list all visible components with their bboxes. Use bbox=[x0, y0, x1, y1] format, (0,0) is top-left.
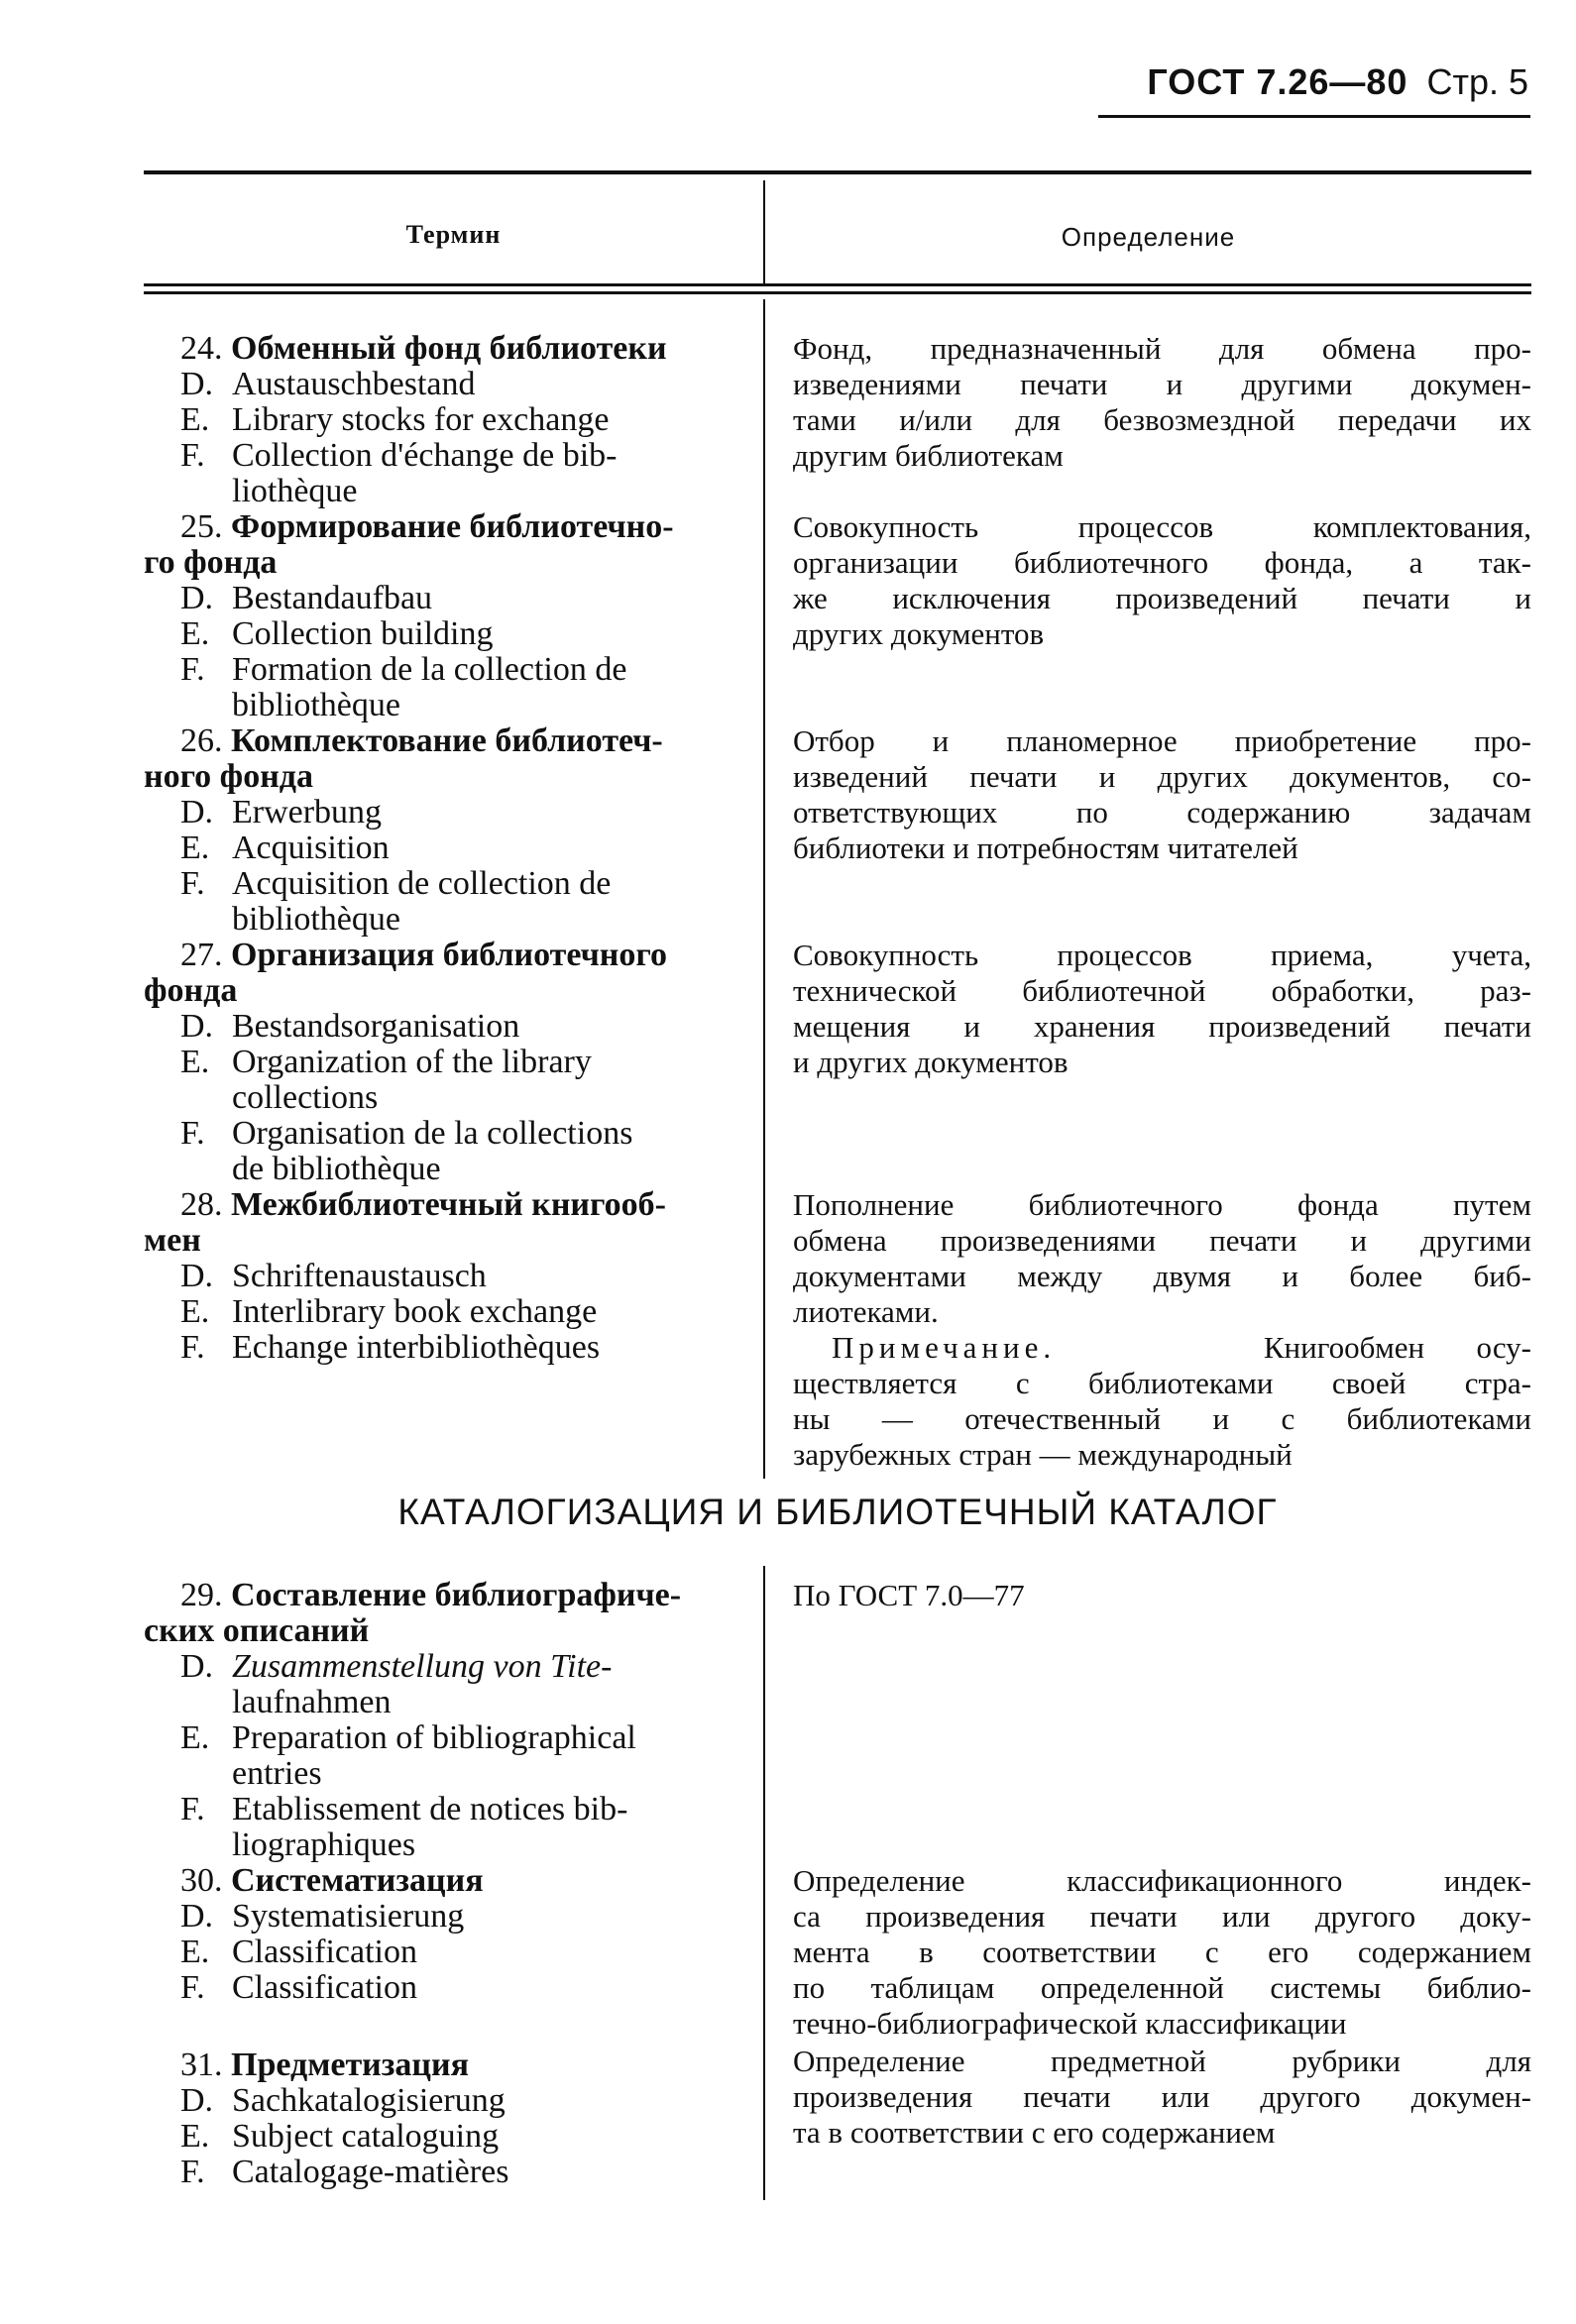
term-number: 26. bbox=[180, 722, 223, 759]
term-french: Echange interbibliothèques bbox=[232, 1329, 601, 1366]
term-title-line: Формирование библиотечно- bbox=[231, 508, 674, 545]
term-title-line: Предметизация bbox=[231, 2047, 469, 2083]
term-title-line: Межбиблиотечный книгооб- bbox=[231, 1186, 666, 1223]
definition-line: тами и/или для безвозмездной передачи их bbox=[793, 402, 1531, 437]
lang-code: E. bbox=[180, 401, 210, 438]
term-german: Schriftenaustausch bbox=[232, 1258, 487, 1294]
term-german: Erwerbung bbox=[232, 794, 383, 830]
term-english: Classification bbox=[232, 1934, 417, 1970]
definition-line: та в соответствии с его содержанием bbox=[793, 2115, 1276, 2150]
definition-line: Пополнение библиотечного фонда путем bbox=[793, 1187, 1531, 1222]
lang-code: D. bbox=[180, 1898, 214, 1935]
term-entry-25 bbox=[144, 509, 738, 723]
definition-line: Совокупность процессов комплектования, bbox=[793, 509, 1531, 544]
term-number: 29. bbox=[180, 1577, 223, 1613]
note-line bbox=[793, 1330, 1531, 1366]
term-german: Sachkatalogisierung bbox=[232, 2082, 506, 2119]
definition-29 bbox=[793, 1578, 1531, 1613]
lang-code: F. bbox=[180, 651, 205, 688]
term-title-line: мен bbox=[144, 1222, 201, 1259]
column-separator bbox=[763, 299, 765, 1479]
lang-code: E. bbox=[180, 1044, 210, 1080]
term-german: Bestandaufbau bbox=[232, 580, 433, 616]
definition-line: библиотеки и потребностям читателей bbox=[793, 830, 1298, 865]
definition-line: технической библиотечной обработки, раз- bbox=[793, 973, 1531, 1008]
lang-code: D. bbox=[180, 1258, 214, 1294]
term-entry-28 bbox=[144, 1187, 738, 1366]
definition-line: Отбор и планомерное приобретение про- bbox=[793, 723, 1531, 758]
term-french: Catalogage-matières bbox=[232, 2154, 509, 2190]
term-title-line: Организация библиотечного bbox=[231, 937, 667, 973]
term-french: Etablissement de notices bib- bbox=[232, 1791, 628, 1827]
page-number: Стр. 5 bbox=[1426, 61, 1528, 102]
note-text: Книгообмен осу- bbox=[1263, 1330, 1531, 1365]
table-header-rule bbox=[144, 283, 1531, 286]
term-number: 30. bbox=[180, 1862, 223, 1899]
definition-line: документами между двумя и более биб- bbox=[793, 1259, 1531, 1293]
lang-code: F. bbox=[180, 1115, 205, 1152]
term-title-line: Систематизация bbox=[231, 1862, 484, 1899]
definition-28 bbox=[793, 1187, 1531, 1473]
term-title-line: Комплектование библиотеч- bbox=[231, 722, 663, 759]
lang-code: D. bbox=[180, 794, 214, 830]
definition-line: ответствующих по содержанию задачам bbox=[793, 795, 1531, 830]
term-title-line: Составление библиографиче- bbox=[231, 1577, 682, 1613]
definition-line: течно-библиографической классификации bbox=[793, 2006, 1347, 2041]
lang-code: F. bbox=[180, 2154, 205, 2190]
term-german-cont: laufnahmen bbox=[232, 1684, 392, 1720]
lang-code: E. bbox=[180, 2118, 210, 2155]
term-french-cont: de bibliothèque bbox=[232, 1151, 441, 1187]
definition-line: обмена произведениями печати и другими bbox=[793, 1223, 1531, 1258]
note-line: ществляется с библиотеками своей стра- bbox=[793, 1366, 1531, 1400]
term-entry-29 bbox=[144, 1578, 738, 1863]
term-entry-30 bbox=[144, 1863, 738, 2006]
definition-line: Определение классификационного индек- bbox=[793, 1863, 1531, 1898]
definition-25 bbox=[793, 509, 1531, 652]
lang-code: E. bbox=[180, 1719, 210, 1756]
term-number: 27. bbox=[180, 937, 223, 973]
term-german: Bestandsorganisation bbox=[232, 1008, 520, 1045]
lang-code: D. bbox=[180, 2082, 214, 2119]
definition-line: и других документов bbox=[793, 1045, 1069, 1079]
definition-line: са произведения печати или другого доку- bbox=[793, 1899, 1531, 1934]
term-french-cont: liographiques bbox=[232, 1826, 416, 1863]
term-french-cont: bibliothèque bbox=[232, 901, 400, 938]
definition-27 bbox=[793, 938, 1531, 1080]
section-title: КАТАЛОГИЗАЦИЯ И БИБЛИОТЕЧНЫЙ КАТАЛОГ bbox=[397, 1492, 1278, 1532]
header-rule bbox=[1098, 115, 1530, 118]
column-separator bbox=[763, 1566, 765, 2200]
lang-code: F. bbox=[180, 1969, 205, 2006]
standard-code: ГОСТ 7.26—80 bbox=[1147, 61, 1408, 102]
lang-code: E. bbox=[180, 1934, 210, 1970]
note-line: зарубежных стран — международный bbox=[793, 1437, 1293, 1472]
table-header-rule bbox=[144, 291, 1531, 294]
definition-line: Совокупность процессов приема, учета, bbox=[793, 938, 1531, 972]
definition-line: произведения печати или другого докумен- bbox=[793, 2079, 1531, 2114]
lang-code: F. bbox=[180, 1329, 205, 1366]
lang-code: F. bbox=[180, 865, 205, 902]
lang-code: D. bbox=[180, 1648, 214, 1685]
lang-code: F. bbox=[180, 1791, 205, 1827]
table-header bbox=[144, 170, 1531, 297]
definition-line: мента в соответствии с его содержанием bbox=[793, 1935, 1531, 1969]
term-entry-27 bbox=[144, 938, 738, 1187]
term-english: Organization of the library bbox=[232, 1044, 592, 1080]
term-french-cont: liothèque bbox=[232, 473, 358, 509]
term-english-cont: collections bbox=[232, 1079, 379, 1116]
definition-30 bbox=[793, 1863, 1531, 2042]
table-top-rule bbox=[144, 170, 1531, 174]
term-entry-26 bbox=[144, 723, 738, 938]
lang-code: E. bbox=[180, 615, 210, 652]
term-english: Acquisition bbox=[232, 830, 390, 866]
definition-line: других документов bbox=[793, 616, 1045, 651]
term-number: 31. bbox=[180, 2047, 223, 2083]
definition-line: же исключения произведений печати и bbox=[793, 581, 1531, 615]
definition-line: изведений печати и других документов, со- bbox=[793, 759, 1531, 794]
term-number: 25. bbox=[180, 508, 223, 545]
definition-line: по таблицам определенной системы библио- bbox=[793, 1970, 1531, 2005]
definition-26 bbox=[793, 723, 1531, 866]
term-french: Organisation de la collections bbox=[232, 1115, 633, 1152]
definition-line: организации библиотечного фонда, а так- bbox=[793, 545, 1531, 580]
lang-code: E. bbox=[180, 830, 210, 866]
term-english: Subject cataloguing bbox=[232, 2118, 500, 2155]
term-english-cont: entries bbox=[232, 1755, 322, 1792]
term-french: Formation de la collection de bbox=[232, 651, 627, 688]
definition-line: изведениями печати и другими докумен- bbox=[793, 367, 1531, 401]
note-line: ны — отечественный и с библиотеками bbox=[793, 1401, 1531, 1436]
term-title-line: ного фонда bbox=[144, 758, 313, 795]
term-title-line: фонда bbox=[144, 972, 238, 1009]
term-title-line: Обменный фонд библиотеки bbox=[231, 330, 667, 367]
lang-code: D. bbox=[180, 1008, 214, 1045]
term-german: Systematisierung bbox=[232, 1898, 465, 1935]
definition-line: Фонд, предназначенный для обмена про- bbox=[793, 331, 1531, 366]
definition-column-heading: Определение bbox=[1061, 222, 1236, 252]
definition-line: другим библиотекам bbox=[793, 438, 1064, 473]
term-french-cont: bibliothèque bbox=[232, 687, 400, 723]
term-english: Preparation of bibliographical bbox=[232, 1719, 636, 1756]
term-number: 28. bbox=[180, 1186, 223, 1223]
definition-line: лиотеками. bbox=[793, 1294, 939, 1329]
term-english: Interlibrary book exchange bbox=[232, 1293, 598, 1330]
term-entry-24 bbox=[144, 331, 738, 509]
definition-24 bbox=[793, 331, 1531, 474]
term-column-heading: Термин bbox=[405, 220, 502, 249]
lang-code: F. bbox=[180, 437, 205, 474]
page-header bbox=[1147, 61, 1528, 103]
term-english: Collection building bbox=[232, 615, 494, 652]
lang-code: E. bbox=[180, 1293, 210, 1330]
lang-code: D. bbox=[180, 580, 214, 616]
definition-line: По ГОСТ 7.0—77 bbox=[793, 1578, 1025, 1612]
definition-line: мещения и хранения произведений печати bbox=[793, 1009, 1531, 1044]
term-entry-31 bbox=[144, 2047, 738, 2190]
note-label: Примечание. bbox=[832, 1330, 1057, 1365]
definition-line: Определение предметной рубрики для bbox=[793, 2044, 1531, 2078]
term-german: Zusammenstellung von Tite- bbox=[232, 1648, 613, 1685]
term-title bbox=[144, 331, 738, 367]
term-french: Classification bbox=[232, 1969, 417, 2006]
term-german: Austauschbestand bbox=[232, 366, 476, 402]
term-english: Library stocks for exchange bbox=[232, 401, 610, 438]
term-title-line: го фонда bbox=[144, 544, 278, 581]
term-french: Acquisition de collection de bbox=[232, 865, 612, 902]
term-title-line: ских описаний bbox=[144, 1612, 370, 1649]
term-french: Collection d'échange de bib- bbox=[232, 437, 618, 474]
lang-code: D. bbox=[180, 366, 214, 402]
definition-31 bbox=[793, 2044, 1531, 2151]
term-number: 24. bbox=[180, 330, 223, 367]
